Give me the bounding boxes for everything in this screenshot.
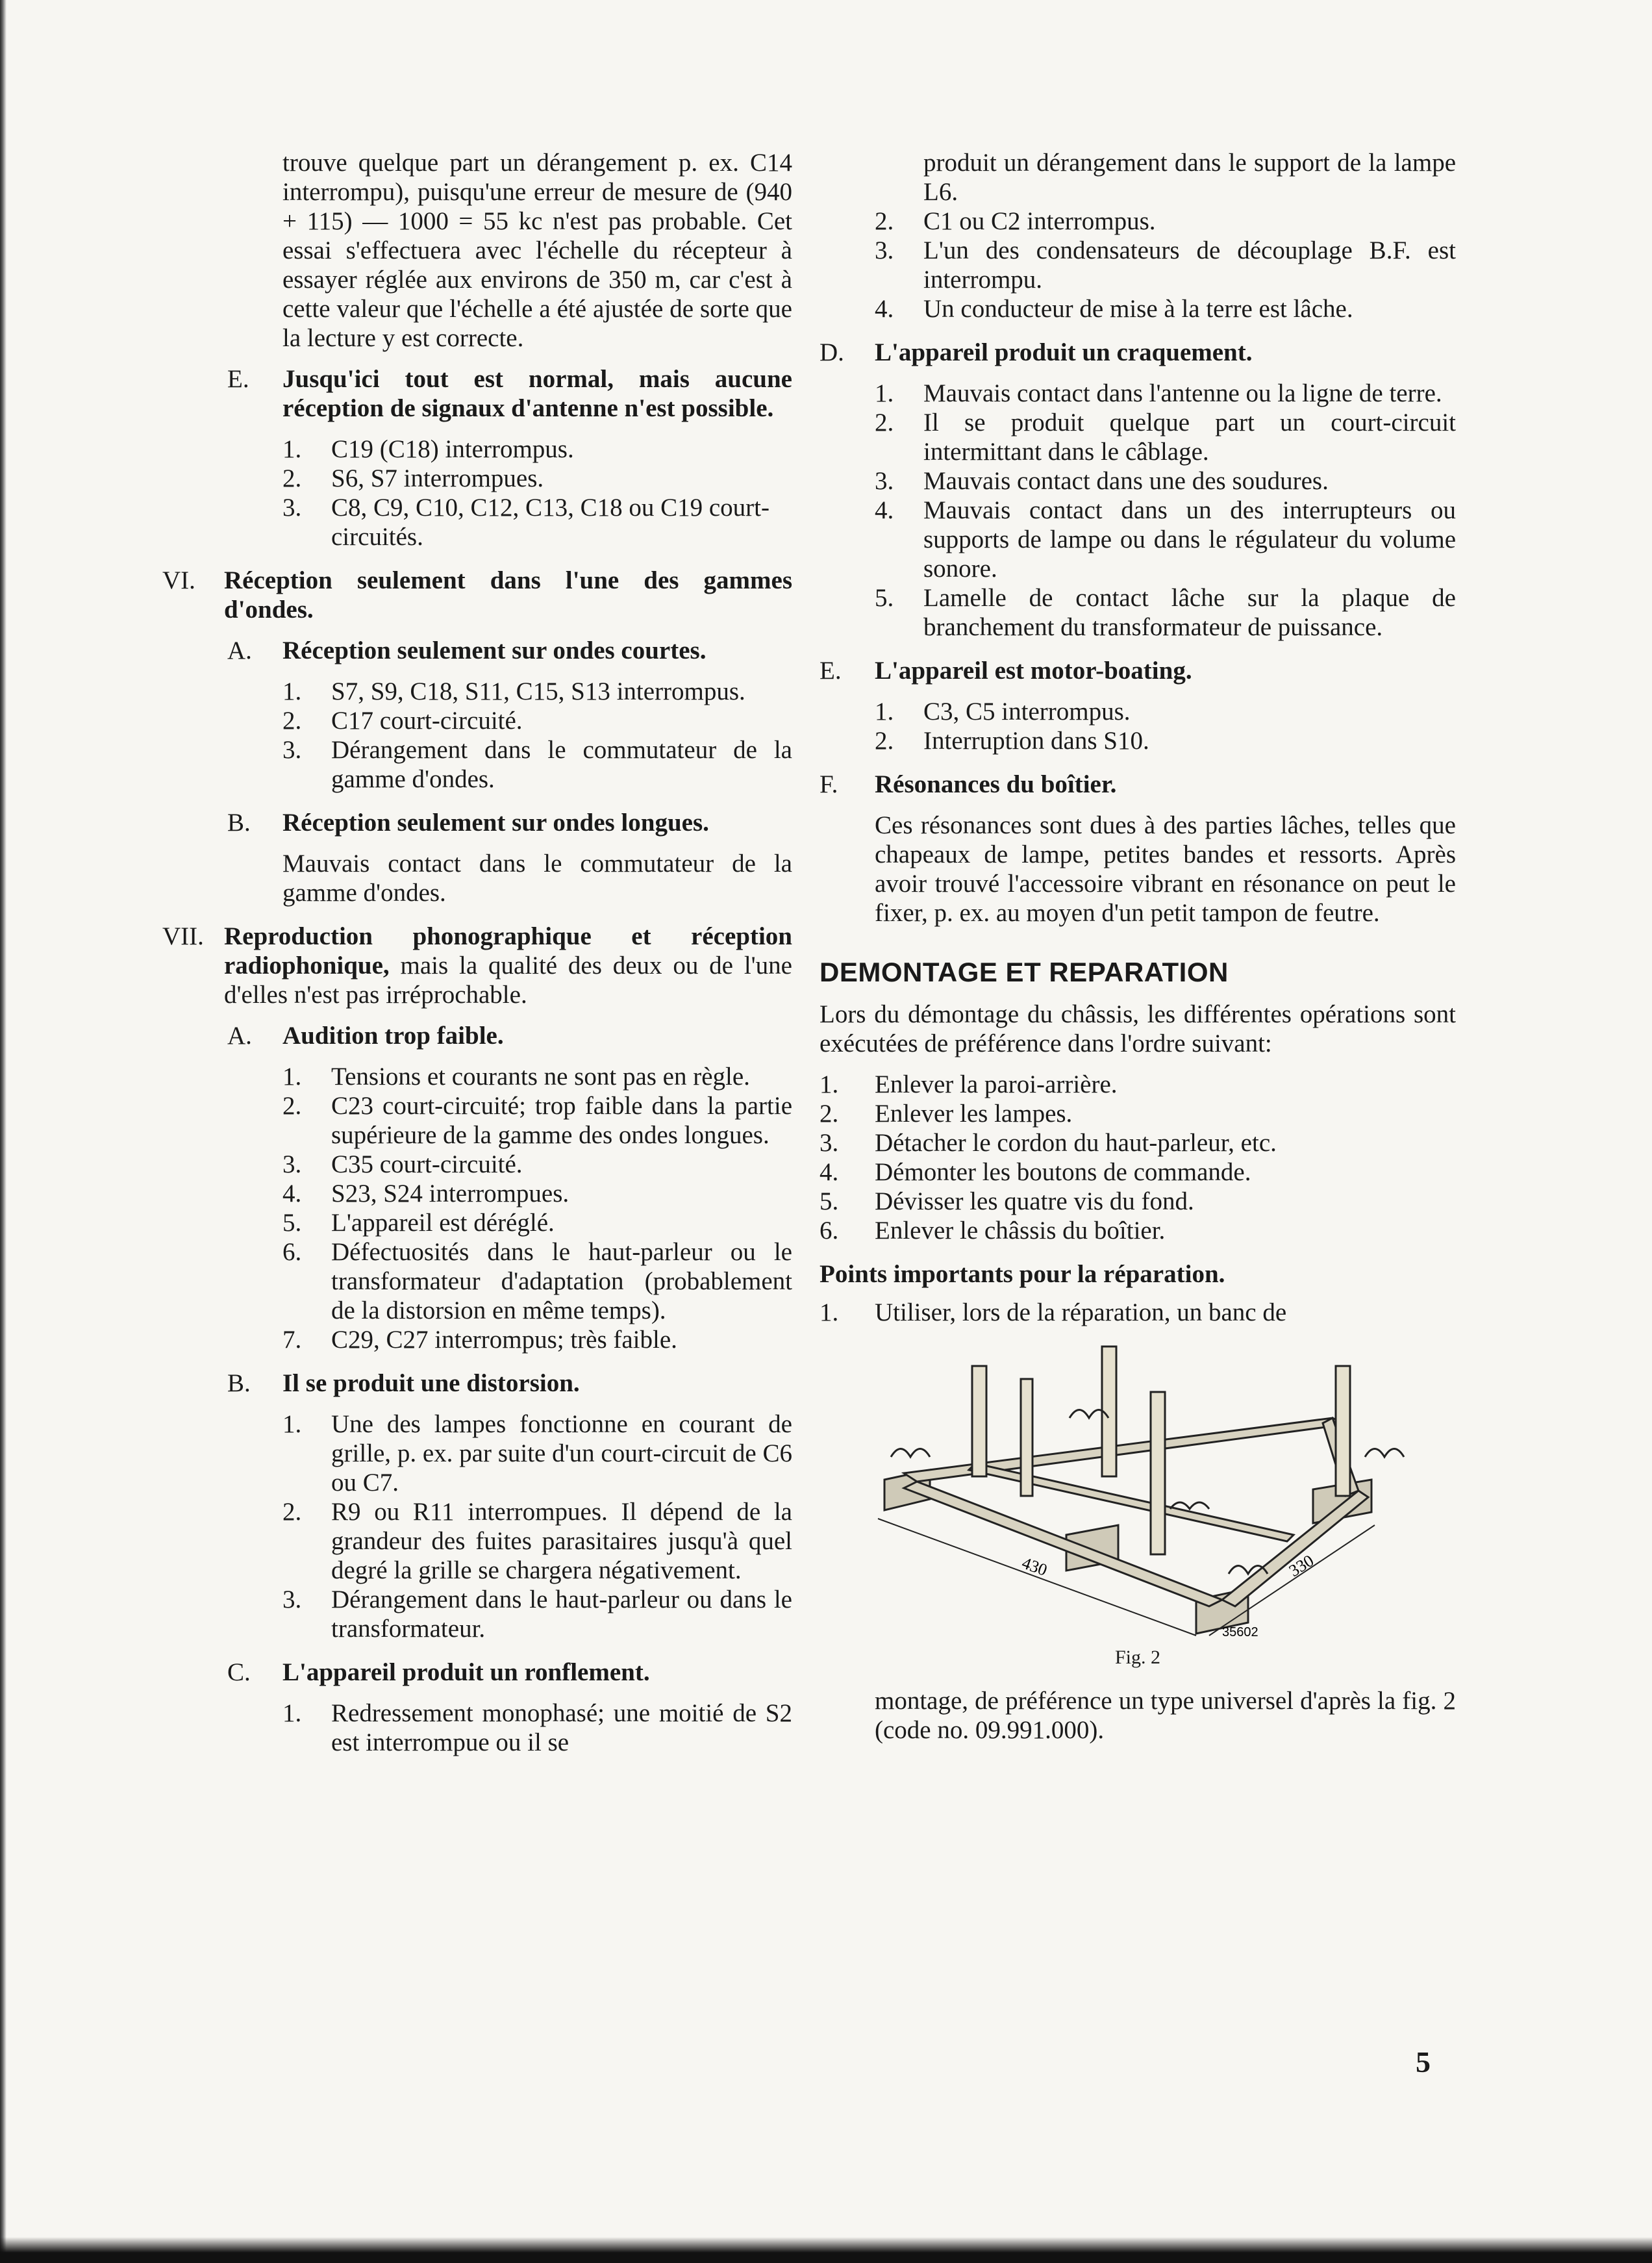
- list-item: [282, 706, 792, 735]
- item-number: 2.: [875, 727, 894, 755]
- item-number: 5.: [875, 584, 894, 612]
- subsection-title: Il se produit une distorsion.: [282, 1369, 580, 1397]
- item-number: 3.: [282, 1586, 302, 1613]
- item-number: 2.: [282, 1092, 302, 1120]
- intro-paragraph: trouve quelque part un dérangement p. ex. C14 interrompu), puisqu'une erreur de mesure de (940 + 115) — 1000 = 55 kc n'est pas probable. Cet essai s'effectuera avec l'échelle du récepteur à essayer réglée aux environs de 350 m, car c'est à cette valeur que l'échelle a été ajustée de sorte que la lecture y est correcte.: [282, 149, 792, 352]
- rail: [904, 1482, 1222, 1606]
- item-text: R9 ou R11 interrompues. Il dépend de la grandeur des fuites parasitaires jusqu'à quel degré la grille se chargera négativement.: [331, 1498, 792, 1584]
- item-text: Défectuosités dans le haut-parleur ou le transformateur d'adaptation (probablement de la distorsion en même temps).: [331, 1238, 792, 1324]
- dimension-line: [1209, 1525, 1375, 1636]
- scan-edge: [0, 0, 6, 2263]
- list-item: [820, 1157, 1456, 1187]
- list-item: [282, 1179, 792, 1208]
- item-number: 2.: [875, 409, 894, 436]
- item-text: C17 court-circuité.: [331, 707, 523, 735]
- item-text: Mauvais contact dans une des soudures.: [923, 467, 1329, 495]
- item-text: Dérangement dans le haut-parleur ou dans le transformateur.: [331, 1586, 792, 1643]
- subsection-title: L'appareil produit un ronflement.: [282, 1658, 650, 1686]
- marker: VII.: [162, 922, 204, 950]
- item-number: 2.: [820, 1100, 839, 1128]
- item-number: 6.: [820, 1217, 839, 1245]
- demontage-list: [820, 1070, 1456, 1245]
- section-e-motorboating: [820, 656, 1456, 685]
- list-item: [282, 464, 792, 493]
- list-item: [820, 1187, 1456, 1216]
- item-text: Mauvais contact dans l'antenne ou la ligne de terre.: [923, 379, 1442, 407]
- list-item: [875, 379, 1456, 408]
- subsection-title: Réception seulement sur ondes courtes.: [282, 637, 707, 664]
- list-vi-a: [282, 677, 792, 794]
- list-item: [282, 1410, 792, 1497]
- item-number: 3.: [282, 736, 302, 764]
- section-d: [820, 338, 1456, 367]
- item-number: 1.: [282, 1063, 302, 1091]
- list-item: [282, 1585, 792, 1643]
- subsection-title: Réception seulement sur ondes longues.: [282, 809, 709, 837]
- left-column: [162, 148, 792, 1771]
- marker: F.: [820, 770, 838, 798]
- subsection-title: Résonances du boîtier.: [875, 770, 1117, 798]
- item-text: Enlever les lampes.: [875, 1100, 1073, 1128]
- list-vii-b: [282, 1410, 792, 1643]
- item-number: 4.: [875, 496, 894, 524]
- section-vi-b-text: Mauvais contact dans le commutateur de la gamme d'ondes.: [282, 850, 792, 907]
- item-number: 2.: [875, 207, 894, 235]
- marker: A.: [227, 1022, 252, 1050]
- marker: D.: [820, 338, 844, 366]
- item-text: C35 court-circuité.: [331, 1150, 523, 1178]
- list-continued: [875, 148, 1456, 323]
- item-text: L'appareil est déréglé.: [331, 1209, 555, 1237]
- marker: B.: [227, 1369, 251, 1397]
- item-text: Interruption dans S10.: [923, 727, 1149, 755]
- marker: E.: [227, 365, 249, 393]
- item-number: 1.: [820, 1070, 839, 1098]
- item-number: 4.: [875, 295, 894, 323]
- item-text: S6, S7 interrompues.: [331, 464, 544, 492]
- after-figure-text: montage, de préférence un type universel d'après la fig. 2 (code no. 09.991.000).: [875, 1687, 1456, 1744]
- item-number: 1.: [875, 698, 894, 726]
- item-text: C23 court-circuité; trop faible dans la partie supérieure de la gamme des ondes longues.: [331, 1092, 792, 1149]
- list-item: [820, 1128, 1456, 1157]
- section-vii: [162, 922, 792, 1009]
- item-text: Une des lampes fonctionne en courant de grille, p. ex. par suite d'un court-circuit de C6 ou C7.: [331, 1410, 792, 1497]
- item-number: 2.: [282, 464, 302, 492]
- section-f: [820, 770, 1456, 799]
- item-text: Redressement monophasé; une moitié de S2 est interrompue ou il se: [331, 1699, 792, 1756]
- section-vii-c: [227, 1658, 792, 1687]
- list-item: [875, 294, 1456, 323]
- list-item: [282, 1497, 792, 1585]
- item-number: 3.: [282, 1150, 302, 1178]
- item-number: 6.: [282, 1238, 302, 1266]
- list-item: [282, 735, 792, 794]
- list-item: [282, 1150, 792, 1179]
- dimension-label: 430: [1019, 1553, 1050, 1580]
- list-item: [820, 1070, 1456, 1099]
- list-item: [875, 207, 1456, 236]
- item-text: Lamelle de contact lâche sur la plaque de branchement du transformateur de puissance.: [923, 584, 1456, 641]
- upright-post: [972, 1366, 986, 1476]
- item-text: Mauvais contact dans un des interrupteurs ou supports de lampe ou dans le régulateur du volume sonore.: [923, 496, 1456, 583]
- item-number: 5.: [282, 1209, 302, 1237]
- item-number: 5.: [820, 1187, 839, 1215]
- subsection-title: Jusqu'ici tout est normal, mais aucune réception de signaux d'antenne n'est possible.: [282, 365, 792, 422]
- right-column: [820, 148, 1456, 1756]
- marker: A.: [227, 637, 252, 664]
- dimension-label: 330: [1285, 1550, 1318, 1581]
- list-item: [282, 1325, 792, 1354]
- list-item: [875, 583, 1456, 642]
- repair-bench-illustration: [845, 1340, 1430, 1639]
- list-item: [282, 1208, 792, 1237]
- marker: E.: [820, 657, 842, 685]
- list-e: [282, 435, 792, 551]
- page-number: 5: [1416, 2045, 1431, 2079]
- list-item: [875, 148, 1456, 207]
- item-number: 3.: [875, 236, 894, 264]
- item-text: C29, C27 interrompus; très faible.: [331, 1326, 677, 1354]
- section-vi-a: [227, 636, 792, 665]
- subsection-title: Audition trop faible.: [282, 1022, 504, 1050]
- item-text: Démonter les boutons de commande.: [875, 1158, 1251, 1186]
- upright-post: [1151, 1392, 1165, 1554]
- item-number: 1.: [282, 435, 302, 463]
- marker: B.: [227, 809, 251, 837]
- list-vii-c: [282, 1699, 792, 1757]
- list-item: [875, 496, 1456, 583]
- item-number: 3.: [282, 494, 302, 522]
- item-text: Dévisser les quatre vis du fond.: [875, 1187, 1194, 1215]
- list-e-motorboating: [875, 697, 1456, 755]
- item-text: Enlever la paroi-arrière.: [875, 1070, 1118, 1098]
- list-item: [820, 1099, 1456, 1128]
- rail: [904, 1418, 1345, 1482]
- section-vii-b: [227, 1369, 792, 1398]
- points-title: Points importants pour la réparation.: [820, 1260, 1225, 1288]
- item-text: Détacher le cordon du haut-parleur, etc.: [875, 1129, 1277, 1157]
- subsection-title: L'appareil est motor-boating.: [875, 657, 1192, 685]
- drawing-code: 35602: [1222, 1625, 1258, 1639]
- section-vii-a: [227, 1021, 792, 1050]
- list-item: [282, 1237, 792, 1325]
- item-number: 4.: [282, 1180, 302, 1207]
- item-number: 3.: [875, 467, 894, 495]
- item-number: 1.: [875, 379, 894, 407]
- item-number: 1.: [820, 1298, 839, 1326]
- item-number: 2.: [282, 707, 302, 735]
- item-text: S7, S9, C18, S11, C15, S13 interrompus.: [331, 677, 745, 705]
- section-title: Réception seulement dans l'une des gammes d'ondes.: [224, 566, 792, 624]
- demontage-intro: Lors du démontage du châssis, les différentes opérations sont exécutées de préférence dans l'ordre suivant:: [820, 1000, 1456, 1057]
- list-item: [282, 1699, 792, 1757]
- item-text: C19 (C18) interrompus.: [331, 435, 574, 463]
- section-e-no-antenna: [227, 364, 792, 423]
- item-text: produit un dérangement dans le support de la lampe L6.: [923, 149, 1456, 206]
- rail: [1222, 1491, 1368, 1606]
- list-item: [820, 1216, 1456, 1245]
- section-title: Reproduction phonographique et réception radiophonique,: [224, 922, 792, 980]
- figure-repair-bench: [820, 1340, 1456, 1672]
- item-text: Dérangement dans le commutateur de la gamme d'ondes.: [331, 736, 792, 793]
- list-item: [820, 1298, 1456, 1327]
- item-text: C3, C5 interrompus.: [923, 698, 1131, 726]
- points-list: [820, 1298, 1456, 1327]
- figure-caption: Fig. 2: [1114, 1647, 1161, 1668]
- list-d: [875, 379, 1456, 642]
- section-vi-b: [227, 808, 792, 837]
- item-number: 3.: [820, 1129, 839, 1157]
- scan-bottom-edge: [0, 2237, 1652, 2263]
- subsection-title: L'appareil produit un craquement.: [875, 338, 1253, 366]
- list-item: [875, 466, 1456, 496]
- item-text: L'un des condensateurs de découplage B.F. est interrompu.: [923, 236, 1456, 294]
- item-number: 1.: [282, 677, 302, 705]
- list-item: [875, 408, 1456, 466]
- item-number: 1.: [282, 1410, 302, 1438]
- list-item: [875, 236, 1456, 294]
- item-text: S23, S24 interrompues.: [331, 1180, 569, 1207]
- item-text: Utiliser, lors de la réparation, un banc de: [875, 1298, 1287, 1326]
- item-text: C1 ou C2 interrompus.: [923, 207, 1156, 235]
- item-number: 1.: [282, 1699, 302, 1727]
- demontage-heading: DEMONTAGE ET REPARATION: [820, 957, 1229, 987]
- item-text: Enlever le châssis du boîtier.: [875, 1217, 1166, 1245]
- section-title-rest: mais la qualité des deux ou de l'une d'elles n'est pas irréprochable.: [224, 952, 792, 1009]
- list-vii-a: [282, 1062, 792, 1354]
- marker: VI.: [162, 566, 195, 594]
- list-item: [282, 1091, 792, 1150]
- list-item: [282, 435, 792, 464]
- item-text: Un conducteur de mise à la terre est lâche.: [923, 295, 1353, 323]
- item-number: 7.: [282, 1326, 302, 1354]
- wing-nut: [1365, 1449, 1404, 1458]
- item-number: [875, 148, 923, 207]
- marker: C.: [227, 1658, 251, 1686]
- item-text: C8, C9, C10, C12, C13, C18 ou C19 court-circuités.: [331, 494, 770, 551]
- item-text: Il se produit quelque part un court-circuit intermittant dans le câblage.: [923, 409, 1456, 466]
- wing-nut: [891, 1449, 930, 1458]
- list-item: [875, 726, 1456, 755]
- upright-post: [1336, 1366, 1350, 1496]
- item-number: 4.: [820, 1158, 839, 1186]
- section-vi: [162, 566, 792, 624]
- list-item: [282, 1062, 792, 1091]
- item-number: 2.: [282, 1498, 302, 1526]
- upright-post: [1021, 1379, 1032, 1496]
- list-item: [875, 697, 1456, 726]
- list-item: [282, 677, 792, 706]
- item-text: Tensions et courants ne sont pas en règle.: [331, 1063, 750, 1091]
- list-item: [282, 493, 792, 551]
- section-vii-heading: [224, 922, 792, 1009]
- section-f-text: Ces résonances sont dues à des parties lâches, telles que chapeaux de lampe, petites bandes et ressorts. Après avoir trouvé l'accessoire vibrant en résonance on peut le fixer, p. ex. au moyen d'un petit tampon de feutre.: [875, 811, 1456, 927]
